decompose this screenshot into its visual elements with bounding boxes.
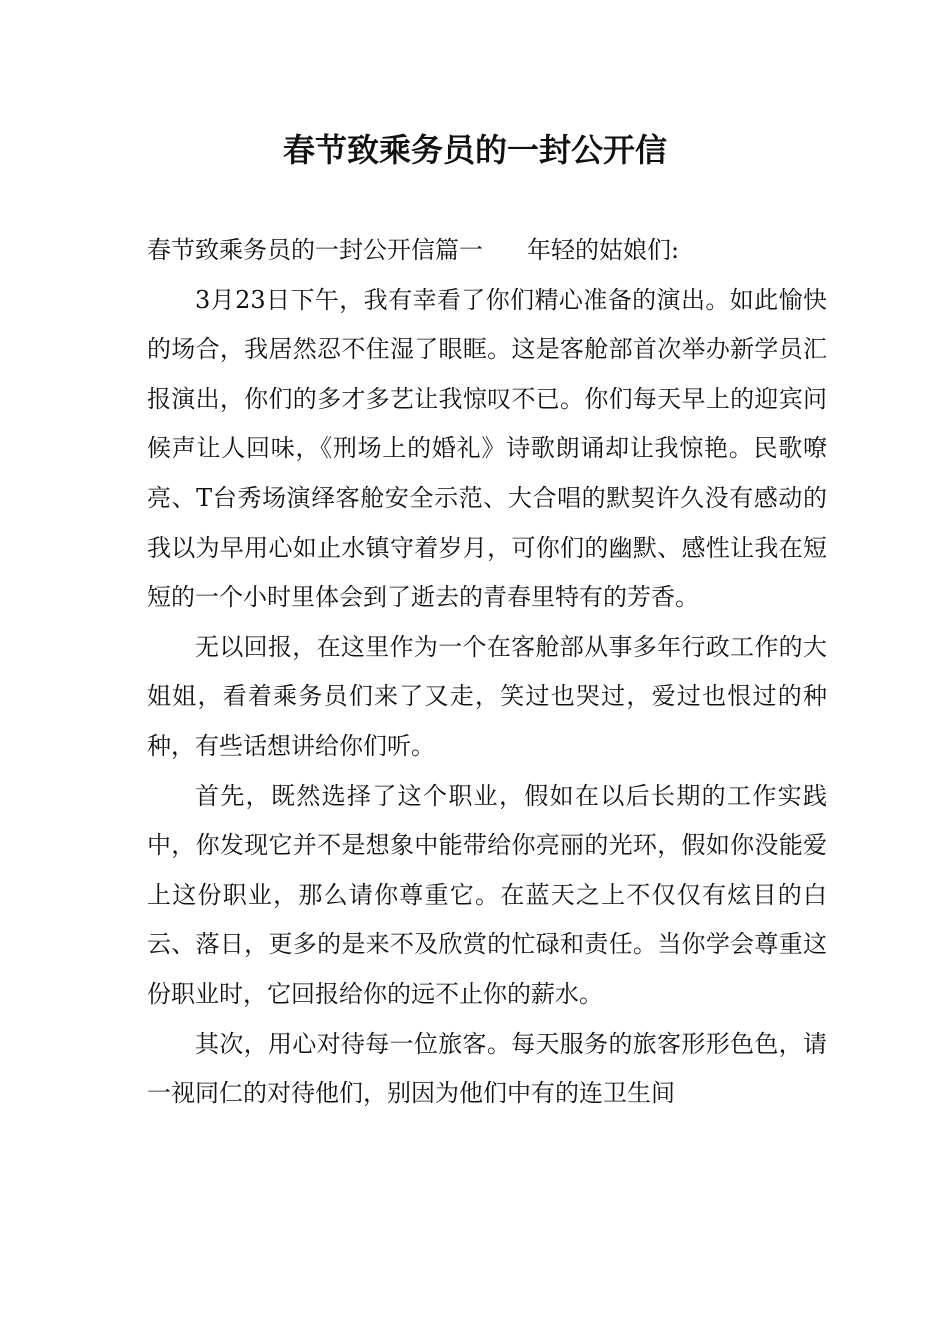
- paragraph-2: 无以回报，在这里作为一个在客舱部从事多年行政工作的大姐姐，看着乘务员们来了又走，笑过也哭过，爱过也恨过的种种，有些话想讲给你们听。: [147, 632, 827, 760]
- paragraph-3: 首先，既然选择了这个职业，假如在以后长期的工作实践中，你发现它并不是想象中能带给你亮丽的光环，假如你没能爱上这份职业，那么请你尊重它。在蓝天之上不仅仅有炫目的白云、落日，更多的是来不及欣赏的忙碌和责任。当你学会尊重这份职业时，它回报给你的远不止你的薪水。: [147, 781, 827, 1008]
- intro-line: [147, 226, 827, 276]
- document-body: [147, 226, 827, 1119]
- salutation: 年轻的姑娘们:: [527, 236, 680, 264]
- document-title: 春节致乘务员的一封公开信: [282, 131, 667, 169]
- section-heading: 春节致乘务员的一封公开信篇一: [147, 236, 483, 264]
- paragraph-4: 其次，用心对待每一位旅客。每天服务的旅客形形色色，请一视同仁的对待他们，别因为他们中有的连卫生间: [147, 1029, 827, 1108]
- paragraph-1: 3月23日下午，我有幸看了你们精心准备的演出。如此愉快的场合，我居然忍不住湿了眼眶。这是客舱部首次举办新学员汇报演出，你们的多才多艺让我惊叹不已。你们每天早上的迎宾问候声让人回味，《刑场上的婚礼》诗歌朗诵却让我惊艳。民歌嘹亮、T台秀场演绎客舱安全示范、大合唱的默契许久没有感动的我以为早用心如止水镇守着岁月，可你们的幽默、感性让我在短短的一个小时里体会到了逝去的青春里特有的芳香。: [147, 285, 827, 612]
